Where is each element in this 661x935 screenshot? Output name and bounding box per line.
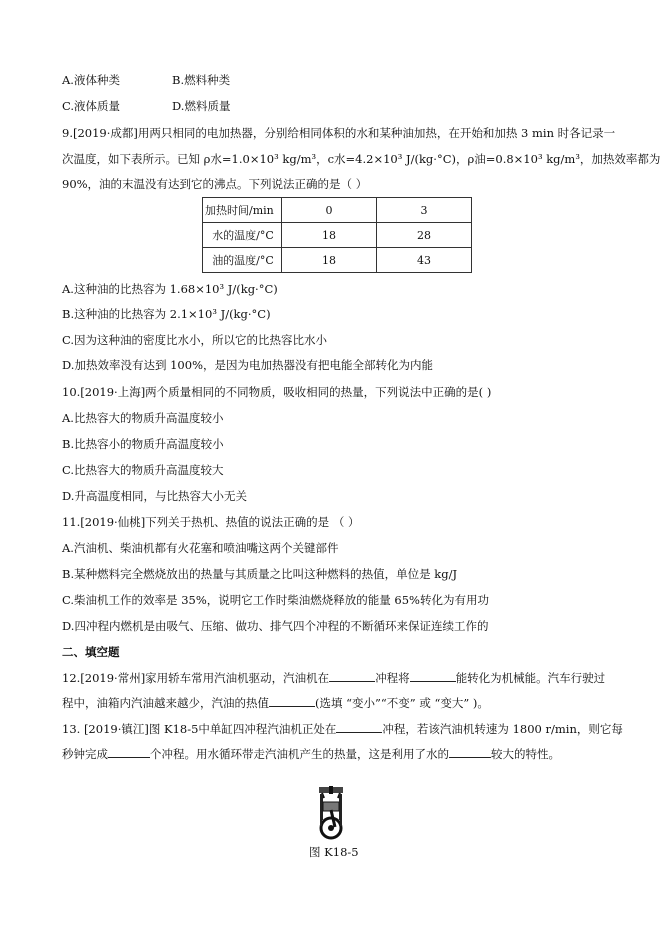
q11-option-b: B.某种燃料完全燃烧放出的热量与其质量之比叫这种燃料的热值，单位是 kg/J bbox=[62, 567, 458, 581]
q13-blank-3 bbox=[449, 746, 491, 758]
q10-option-b: B.比热容小的物质升高温度较小 bbox=[62, 437, 224, 451]
q13-text-1a: 13. [2019·镇江]图 K18-5中单缸四冲程汽油机正处在 bbox=[62, 722, 337, 736]
q13-blank-2 bbox=[108, 746, 150, 758]
table-cell: 油的温度/°C bbox=[203, 248, 282, 273]
table-cell: 43 bbox=[377, 248, 472, 273]
table-header-cell: 0 bbox=[282, 198, 377, 223]
q12-blank-1 bbox=[329, 670, 375, 682]
q11-option-d: D.四冲程内燃机是由吸气、压缩、做功、排气四个冲程的不断循环来保证连续工作的 bbox=[62, 619, 489, 633]
engine-cylinder-figure bbox=[311, 786, 351, 840]
q9-option-b: B.这种油的比热容为 2.1×10³ J/(kg·°C) bbox=[62, 307, 271, 321]
table-cell: 18 bbox=[282, 248, 377, 273]
q13-line1 bbox=[62, 721, 623, 737]
q12-text-2a: 程中，油箱内汽油越来越少，汽油的热值 bbox=[62, 696, 269, 710]
q11-stem: 11.[2019·仙桃]下列关于热机、热值的说法正确的是 （ ） bbox=[62, 515, 360, 529]
table-cell: 水的温度/°C bbox=[203, 223, 282, 248]
q12-text-1b: 冲程将 bbox=[375, 671, 410, 685]
q13-text-2c: 较大的特性。 bbox=[491, 747, 560, 761]
section-heading-fill-in: 二、填空题 bbox=[62, 645, 120, 659]
q11-option-a: A.汽油机、柴油机都有火花塞和喷油嘴这两个关键部件 bbox=[62, 541, 339, 555]
q8-option-b: B.燃料种类 bbox=[172, 73, 231, 87]
table-cell: 28 bbox=[377, 223, 472, 248]
table-cell: 18 bbox=[282, 223, 377, 248]
q13-text-2a: 秒钟完成 bbox=[62, 747, 108, 761]
table-header-cell: 3 bbox=[377, 198, 472, 223]
q13-line2 bbox=[62, 746, 560, 762]
q11-option-c: C.柴油机工作的效率是 35%，说明它工作时柴油燃烧释放的能量 65%转化为有用功 bbox=[62, 593, 489, 607]
q12-text-1a: 12.[2019·常州]家用轿车常用汽油机驱动，汽油机在 bbox=[62, 671, 330, 685]
q12-blank-3 bbox=[269, 695, 315, 707]
q12-line1 bbox=[62, 670, 605, 686]
q9-option-c: C.因为这种油的密度比水小，所以它的比热容比水小 bbox=[62, 333, 328, 347]
q13-text-2b: 个冲程。用水循环带走汽油机产生的热量，这是利用了水的 bbox=[150, 747, 449, 761]
q12-text-2b: (选填 “变小”“不变” 或 “变大” )。 bbox=[315, 696, 489, 710]
q12-blank-2 bbox=[410, 670, 456, 682]
q9-data-table bbox=[202, 197, 472, 273]
q10-option-d: D.升高温度相同，与比热容大小无关 bbox=[62, 489, 247, 503]
q9-option-d: D.加热效率没有达到 100%，是因为电加热器没有把电能全部转化为内能 bbox=[62, 358, 433, 372]
q9-stem-line1: 9.[2019·成都]用两只相同的电加热器，分别给相同体积的水和某种油加热，在开始和加热 3 min 时各记录一 bbox=[62, 126, 616, 140]
q9-stem-line3: 90%，油的末温没有达到它的沸点。下列说法正确的是（ ） bbox=[62, 177, 368, 191]
q9-stem-line2: 次温度，如下表所示。已知 ρ水=1.0×10³ kg/m³，c水=4.2×10³ J/(kg·°C)，ρ油=0.8×10³ kg/m³，加热效率都为 bbox=[62, 152, 661, 166]
q13-blank-1 bbox=[336, 721, 382, 733]
table-row bbox=[203, 248, 472, 273]
table-header-cell: 加热时间/min bbox=[203, 198, 282, 223]
q9-option-a: A.这种油的比热容为 1.68×10³ J/(kg·°C) bbox=[62, 282, 278, 296]
q10-option-c: C.比热容大的物质升高温度较大 bbox=[62, 463, 224, 477]
q13-text-1b: 冲程，若该汽油机转速为 1800 r/min，则它每 bbox=[382, 722, 623, 736]
q12-text-1c: 能转化为机械能。汽车行驶过 bbox=[455, 671, 606, 685]
q8-option-d: D.燃料质量 bbox=[172, 99, 231, 113]
q12-line2 bbox=[62, 695, 489, 711]
q10-option-a: A.比热容大的物质升高温度较小 bbox=[62, 411, 224, 425]
figure-caption: 图 K18-5 bbox=[309, 845, 359, 859]
q8-option-c: C.液体质量 bbox=[62, 99, 121, 113]
table-row bbox=[203, 223, 472, 248]
table-row bbox=[203, 198, 472, 223]
q10-stem: 10.[2019·上海]两个质量相同的不同物质，吸收相同的热量，下列说法中正确的是( ) bbox=[62, 385, 492, 399]
q8-option-a: A.液体种类 bbox=[62, 73, 120, 87]
